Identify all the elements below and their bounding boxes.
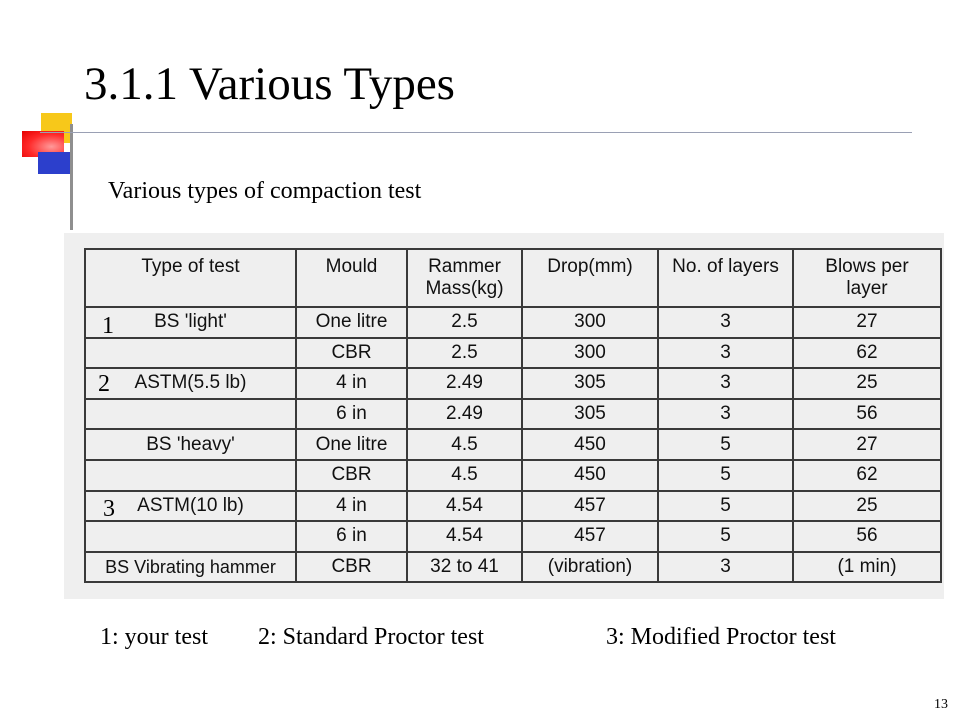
table-cell: 5: [658, 429, 793, 460]
table-cell: 2.5: [407, 338, 522, 369]
table-cell: 27: [793, 429, 941, 460]
header-cell: No. of layers: [658, 249, 793, 307]
table-cell: ASTM(5.5 lb): [85, 368, 296, 399]
table-row: [85, 429, 941, 460]
table-cell: 6 in: [296, 521, 407, 552]
table-cell: 2.49: [407, 399, 522, 430]
table-row: [85, 338, 941, 369]
table-cell: 25: [793, 491, 941, 522]
table-row: [85, 368, 941, 399]
page-number: 13: [934, 697, 948, 712]
header-cell: Type of test: [85, 249, 296, 307]
table-cell: 300: [522, 338, 658, 369]
compaction-test-table: [84, 248, 942, 583]
table-cell: 3: [658, 399, 793, 430]
table-cell: 4 in: [296, 368, 407, 399]
table-cell: 62: [793, 460, 941, 491]
table-cell: (1 min): [793, 552, 941, 583]
table-cell: CBR: [296, 338, 407, 369]
table-cell: ASTM(10 lb): [85, 491, 296, 522]
table-cell: 4 in: [296, 491, 407, 522]
table-row: [85, 460, 941, 491]
slide-subtitle: Various types of compaction test: [108, 178, 422, 204]
table-row: [85, 399, 941, 430]
table-cell: CBR: [296, 460, 407, 491]
table-cell: 3: [658, 307, 793, 338]
table-cell: 5: [658, 460, 793, 491]
marker-1: 1: [102, 313, 114, 339]
table-cell: 450: [522, 460, 658, 491]
table-cell: 300: [522, 307, 658, 338]
table-cell: [85, 521, 296, 552]
table-cell: 62: [793, 338, 941, 369]
header-cell: Mould: [296, 249, 407, 307]
decor-vertical-rule: [70, 124, 73, 230]
table-cell: (vibration): [522, 552, 658, 583]
table-row: [85, 552, 941, 583]
table-cell: [85, 460, 296, 491]
table-header-row: [85, 249, 941, 307]
table-cell: BS 'light': [85, 307, 296, 338]
table-cell: 5: [658, 521, 793, 552]
table-cell: 305: [522, 368, 658, 399]
table-cell: 3: [658, 368, 793, 399]
table-cell: 3: [658, 552, 793, 583]
table-cell: 6 in: [296, 399, 407, 430]
table-cell: 5: [658, 491, 793, 522]
table-cell: 305: [522, 399, 658, 430]
legend-your-test: 1: your test: [100, 624, 208, 650]
table-row: [85, 521, 941, 552]
table-cell: 56: [793, 399, 941, 430]
table-cell: 4.54: [407, 521, 522, 552]
table-cell: 2.49: [407, 368, 522, 399]
decor-blue-square: [38, 152, 72, 174]
table-cell: CBR: [296, 552, 407, 583]
table-cell: 27: [793, 307, 941, 338]
table-cell: BS 'heavy': [85, 429, 296, 460]
table-cell: [85, 399, 296, 430]
table-cell: 4.5: [407, 429, 522, 460]
table-cell: One litre: [296, 307, 407, 338]
table-cell: 457: [522, 521, 658, 552]
table-cell: 32 to 41: [407, 552, 522, 583]
table-row: [85, 491, 941, 522]
marker-2: 2: [98, 371, 110, 397]
marker-3: 3: [103, 496, 115, 522]
table-cell: One litre: [296, 429, 407, 460]
table-cell: 2.5: [407, 307, 522, 338]
slide-title: 3.1.1 Various Types: [84, 58, 455, 110]
legend-modified-proctor: 3: Modified Proctor test: [606, 624, 836, 650]
table-cell: 3: [658, 338, 793, 369]
table-cell: 4.5: [407, 460, 522, 491]
table-cell: 457: [522, 491, 658, 522]
table-cell: 25: [793, 368, 941, 399]
title-underline: [40, 132, 912, 133]
header-cell: Rammer Mass(kg): [407, 249, 522, 307]
table-cell: 4.54: [407, 491, 522, 522]
table-row: [85, 307, 941, 338]
table-cell: BS Vibrating hammer: [85, 552, 296, 583]
table-cell: [85, 338, 296, 369]
table-cell: 56: [793, 521, 941, 552]
header-cell: Blows per layer: [793, 249, 941, 307]
legend-standard-proctor: 2: Standard Proctor test: [258, 624, 484, 650]
table-cell: 450: [522, 429, 658, 460]
header-cell: Drop(mm): [522, 249, 658, 307]
